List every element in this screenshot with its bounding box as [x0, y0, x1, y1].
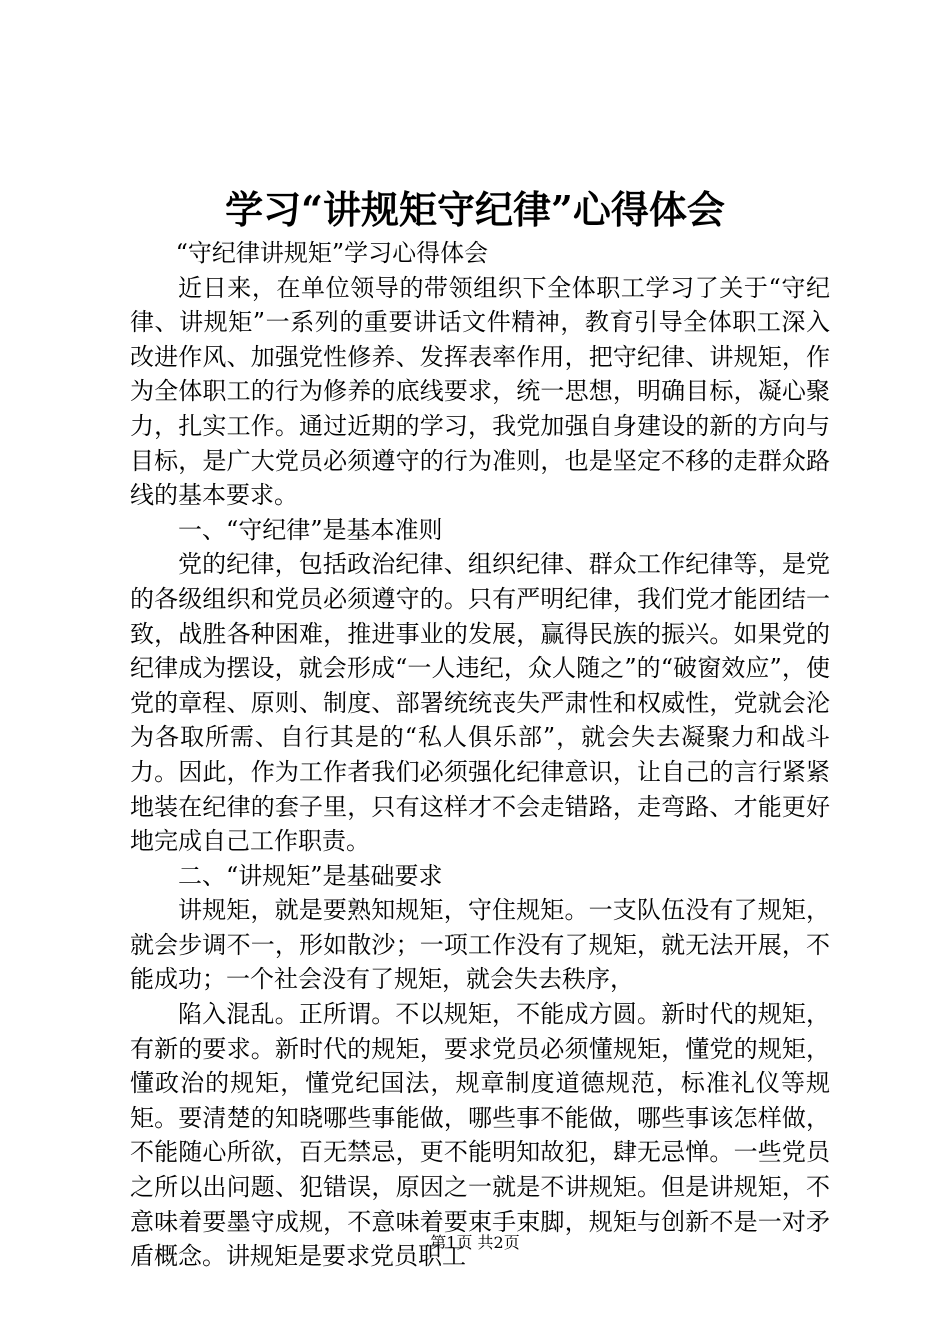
page-footer: 第1页 共2页	[430, 1233, 520, 1252]
section-heading-2: 二、“讲规矩”是基础要求	[178, 861, 443, 890]
paragraph-discipline: 党的纪律，包括政治纪律、组织纪律、群众工作纪律等，是党的各级组织和党员必须遵守的。只有严明纪律，我们党才能团结一致，战胜各种困难，推进事业的发展，赢得民族的振兴。如果党的纪律成为摆设，就会形成“一人违纪，众人随之”的“破窗效应”，使党的章程、原则、制度、部署统统丧失严肃性和权威性，党就会沦为各取所需、自行其是的“私人俱乐部”，就会失去凝聚力和战斗力。因此，作为工作者我们必须强化纪律意识，让自己的言行紧紧地装在纪律的套子里，只有这样才不会走错路，走弯路、才能更好地完成自己工作职责。	[130, 550, 830, 856]
document-title: 学习“讲规矩守纪律”心得体会	[225, 187, 725, 232]
paragraph-rules-continued: 陷入混乱。正所谓。不以规矩，不能成方圆。新时代的规矩，有新的要求。新时代的规矩，要求党员必须懂规矩，懂党的规矩，懂政治的规矩，懂党纪国法，规章制度道德规范，标准礼仪等规矩。要清楚的知晓哪些事能做，哪些事不能做，哪些事该怎样做，不能随心所欲，百无禁忌，更不能明知故犯，肆无忌惮。一些党员之所以出问题、犯错误，原因之一就是不讲规矩。但是讲规矩，不意味着要墨守成规，不意味着要束手束脚，规矩与创新不是一对矛盾概念。讲规矩是要求党员职工	[130, 1000, 830, 1271]
paragraph-rules: 讲规矩，就是要熟知规矩，守住规矩。一支队伍没有了规矩，就会步调不一，形如散沙；一项工作没有了规矩，就无法开展，不能成功；一个社会没有了规矩，就会失去秩序，	[130, 896, 830, 994]
document-body	[130, 236, 830, 1274]
document-subtitle: “守纪律讲规矩”学习心得体会	[175, 239, 489, 267]
paragraph-intro: 近日来，在单位领导的带领组织下全体职工学习了关于“守纪律、讲规矩”一系列的重要讲话文件精神，教育引导全体职工深入改进作风、加强党性修养、发挥表率作用，把守纪律、讲规矩，作为全体职工的行为修养的底线要求，统一思想，明确目标，凝心聚力，扎实工作。通过近期的学习，我党加强自身建设的新的方向与目标，是广大党员必须遵守的行为准则，也是坚定不移的走群众路线的基本要求。	[130, 273, 830, 510]
section-heading-1: 一、“守纪律”是基本准则	[178, 515, 443, 544]
